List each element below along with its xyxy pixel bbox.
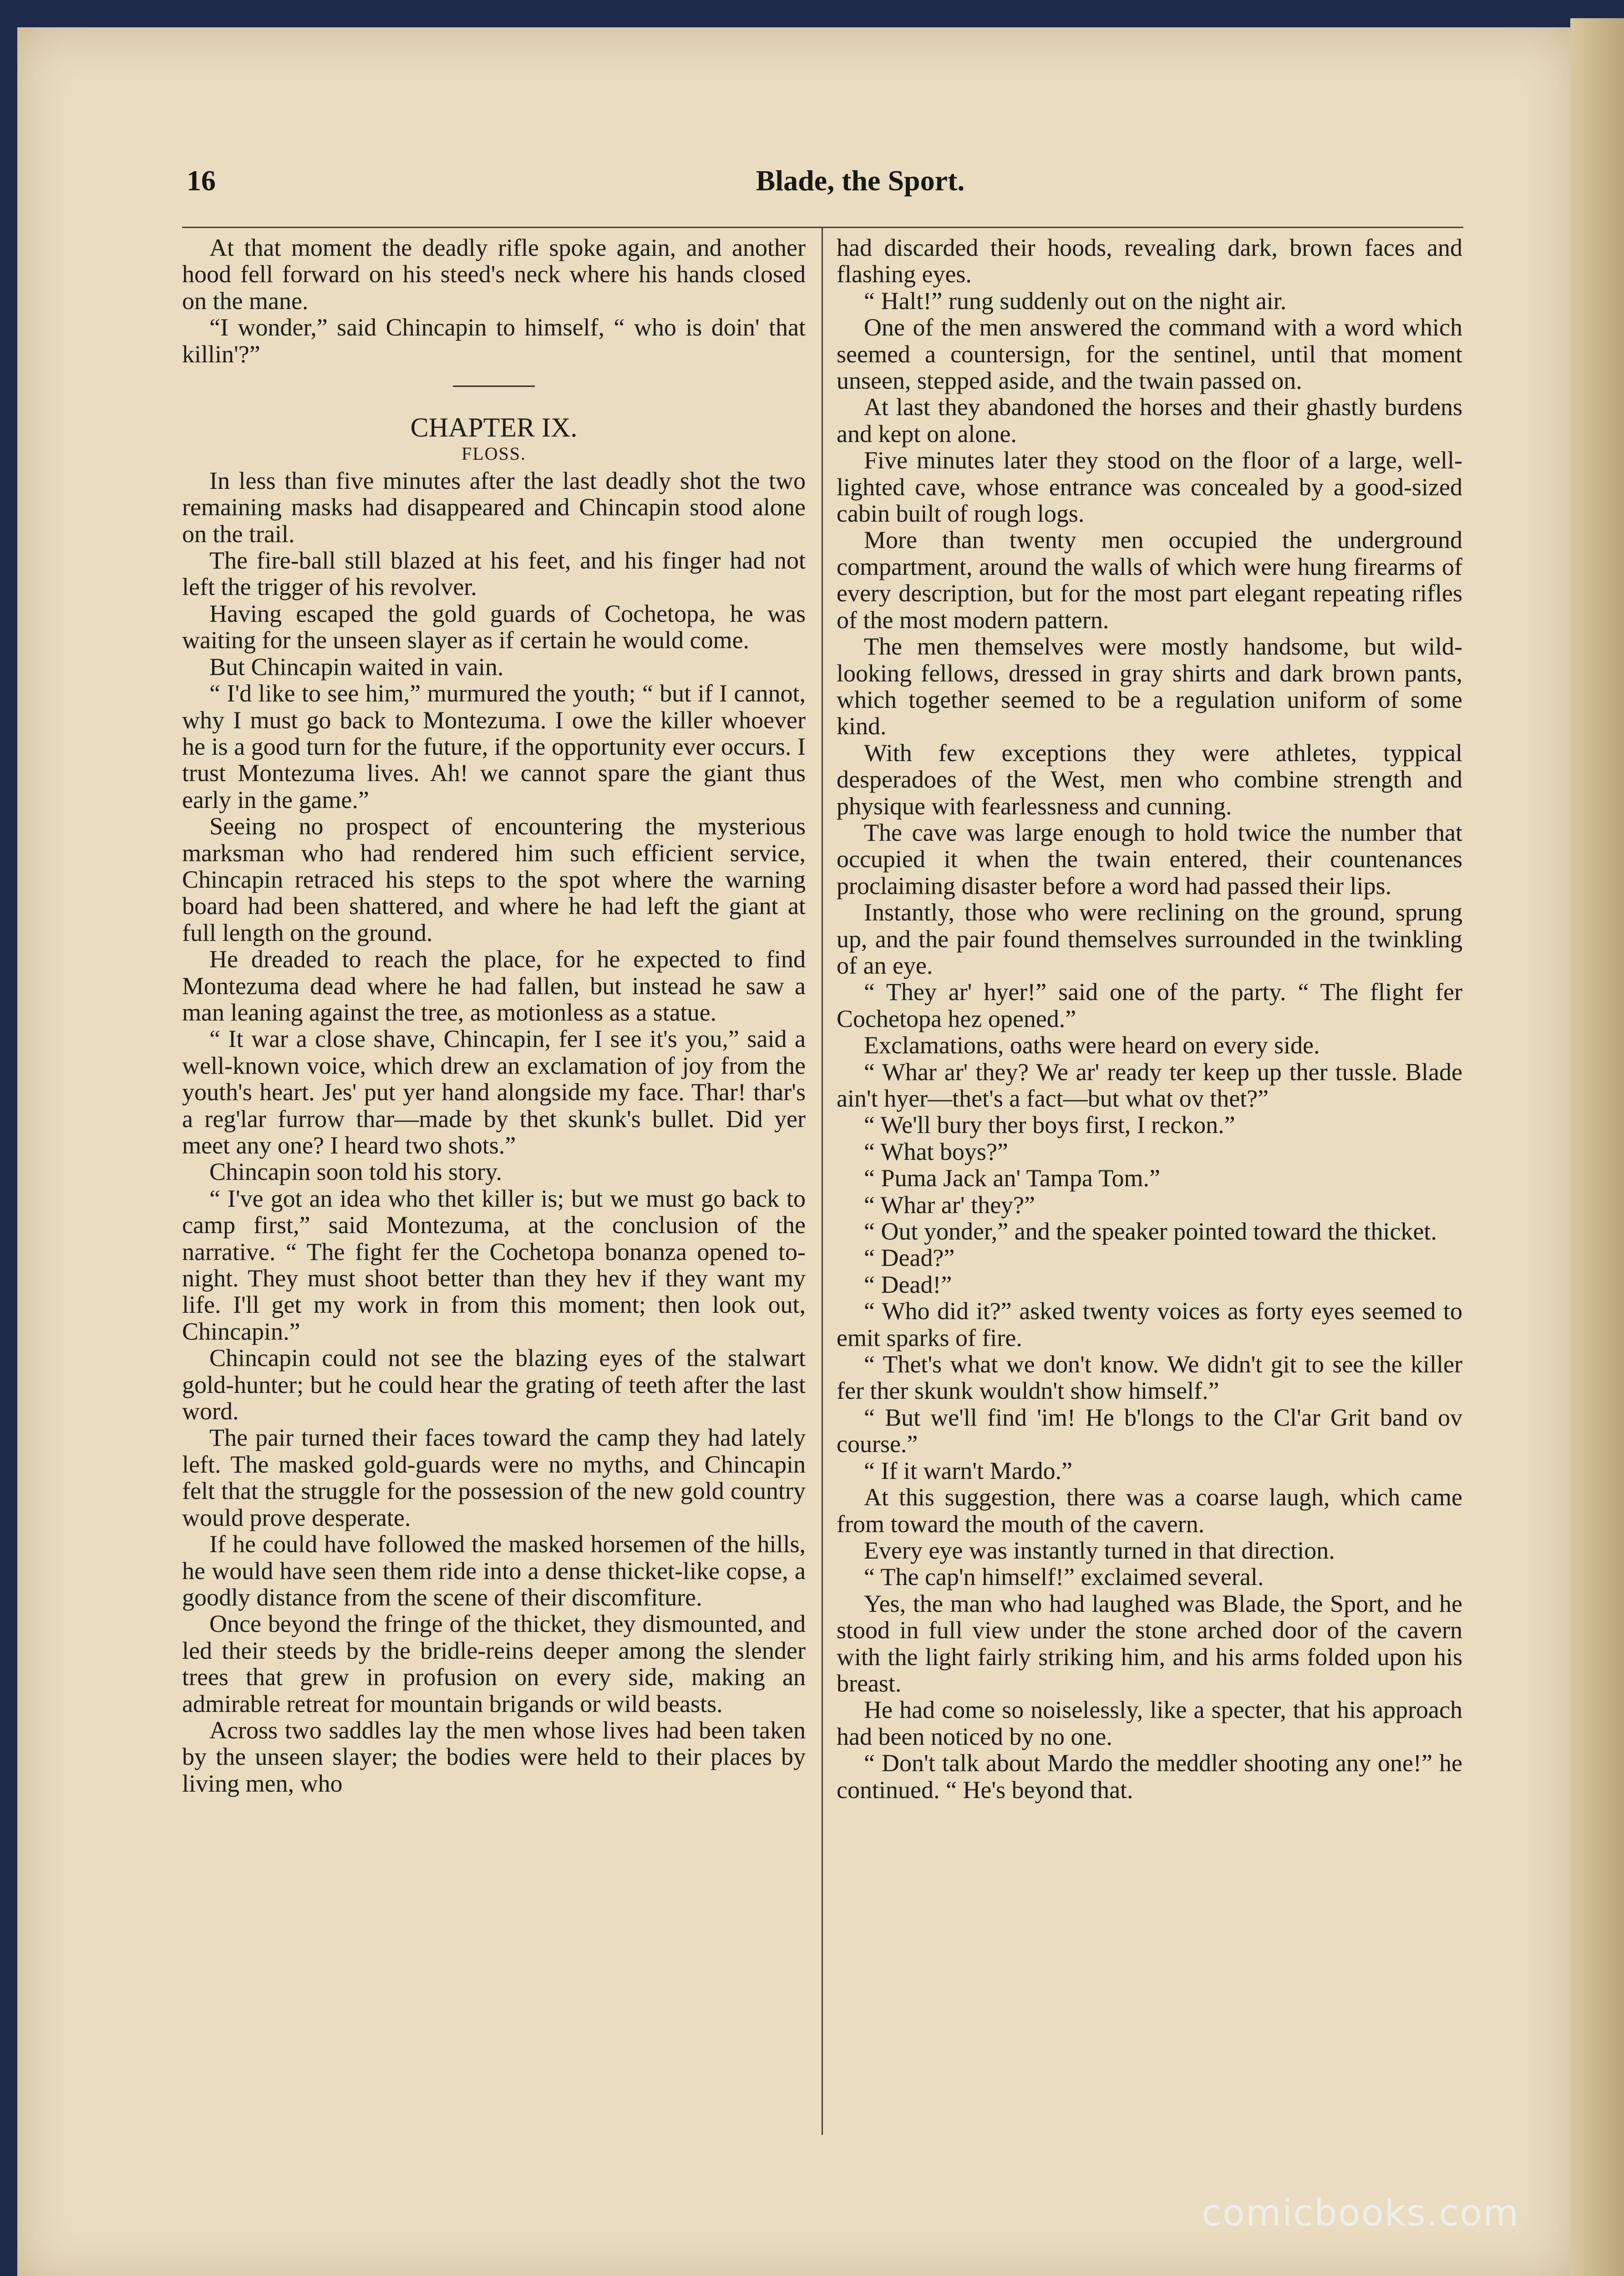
paragraph: Chincapin soon told his story. xyxy=(209,1158,502,1186)
paragraph: “ Whar ar' they?” xyxy=(864,1191,1035,1219)
column-rule xyxy=(822,228,823,2135)
paragraph: “ Thet's what we don't know. We didn't git to see the killer fer ther skunk wouldn't show himself.” xyxy=(837,1351,1462,1405)
left-column xyxy=(182,234,806,2164)
paragraph: “ What boys?” xyxy=(864,1138,1008,1165)
paragraph: The fire-ball still blazed at his feet, and his finger had not left the trigger of his revolver. xyxy=(182,547,806,601)
paragraph: “ Who did it?” asked twenty voices as forty eyes seemed to emit sparks of fire. xyxy=(837,1297,1462,1351)
paragraph: He dreaded to reach the place, for he expected to find Montezuma dead where he had fallen, but instead he saw a man leaning against the tree, as motionless as a statue. xyxy=(182,945,806,1026)
paragraph: Having escaped the gold guards of Cochetopa, he was waiting for the unseen slayer as if certain he would come. xyxy=(182,599,806,654)
paragraph: “ If it warn't Mardo.” xyxy=(864,1457,1073,1484)
paragraph: Once beyond the fringe of the thicket, they dismounted, and led their steeds by the bridle-reins deeper among the slender trees that grew in profusion on every side, making an admirable retreat for mountain brigands or wild beasts. xyxy=(182,1610,806,1717)
paragraph: “ Whar ar' they? We ar' ready ter keep up ther tussle. Blade ain't hyer—thet's a fact—but what ov thet?” xyxy=(837,1058,1462,1112)
paragraph: “ It war a close shave, Chincapin, fer I see it's you,” said a well-known voice, which drew an exclamation of joy from the youth's heart. Jes' put yer hand alongside my face. Thar! thar's a reg'lar furrow thar—made by thet skunk's bullet. Did yer meet any one? I heard two shots.” xyxy=(182,1025,806,1159)
paragraph: At last they abandoned the horses and their ghastly burdens and kept on alone. xyxy=(837,393,1462,447)
paragraph: Exclamations, oaths were heard on every side. xyxy=(864,1031,1320,1059)
paragraph: But Chincapin waited in vain. xyxy=(209,653,504,681)
paragraph: The men themselves were mostly handsome, but wild-looking fellows, dressed in gray shirts and dark brown pants, which together seemed to be a regulation uniform of some kind. xyxy=(837,633,1462,740)
left-paragraphs-before xyxy=(182,234,806,367)
paragraph: “ Out yonder,” and the speaker pointed toward the thicket. xyxy=(864,1218,1437,1245)
paragraph: At this suggestion, there was a coarse laugh, which came from toward the mouth of the cavern. xyxy=(837,1483,1462,1538)
page-edge xyxy=(1570,18,1624,2276)
paragraph: Chincapin could not see the blazing eyes of the stalwart gold-hunter; but he could hear the grating of teeth after the last word. xyxy=(182,1344,806,1425)
paragraph: had discarded their hoods, revealing dark, brown faces and flashing eyes. xyxy=(837,234,1462,288)
paragraph: With few exceptions they were athletes, typpical desperadoes of the West, men who combine strength and physique with fearlessness and cunning. xyxy=(837,739,1462,820)
paragraph: “ I've got an idea who thet killer is; but we must go back to camp first,” said Montezuma, at the conclusion of the narrative. “ The fight fer the Cochetopa bonanza opened to-night. They must shoot better than they hev if they want my life. I'll get my work in from this moment; then look out, Chincapin.” xyxy=(182,1184,806,1345)
page-number: 16 xyxy=(187,164,216,197)
right-column xyxy=(837,234,1462,2164)
paragraph: “ Dead?” xyxy=(864,1244,955,1272)
running-title: Blade, the Sport. xyxy=(756,164,965,197)
watermark: comicbooks.com xyxy=(1202,2192,1520,2234)
paragraph: He had come so noiselessly, like a specter, that his approach had been noticed by no one. xyxy=(837,1696,1462,1750)
page-header xyxy=(168,159,1488,209)
paragraph: “ Dead!” xyxy=(864,1270,952,1298)
paragraph: The cave was large enough to hold twice the number that occupied it when the twain entered, their countenances proclaiming disaster before a word had passed their lips. xyxy=(837,818,1462,899)
paragraph: Five minutes later they stood on the floor of a large, well-lighted cave, whose entrance was concealed by a good-sized cabin built of rough logs. xyxy=(837,447,1462,528)
paragraph: “ They ar' hyer!” said one of the party. “ The flight fer Cochetopa hez opened.” xyxy=(837,978,1462,1032)
paragraph: The pair turned their faces toward the camp they had lately left. The masked gold-guards were no myths, and Chincapin felt that the struggle for the possession of the new gold country would prove desperate. xyxy=(182,1424,806,1531)
paragraph: Yes, the man who had laughed was Blade, the Sport, and he stood in full view under the stone arched door of the cavern with the light fairly striking him, and his arms folded upon his breast. xyxy=(837,1590,1462,1697)
right-paragraphs xyxy=(837,234,1462,1803)
paragraph: Every eye was instantly turned in that direction. xyxy=(864,1536,1335,1564)
paragraph: “I wonder,” said Chincapin to himself, “ who is doin' that killin'?” xyxy=(182,314,806,368)
paragraph: If he could have followed the masked horsemen of the hills, he would have seen them ride into a dense thicket-like copse, a goodly distance from the scene of their discomfiture. xyxy=(182,1530,806,1611)
paragraph: At that moment the deadly rifle spoke again, and another hood fell forward on his steed's neck where his hands closed on the mane. xyxy=(182,234,806,315)
paragraph: “ Puma Jack an' Tampa Tom.” xyxy=(864,1164,1161,1192)
paragraph: One of the men answered the command with a word which seemed a countersign, for the sentinel, until that moment unseen, stepped aside, and the twain passed on. xyxy=(837,314,1462,395)
paragraph: More than twenty men occupied the underground compartment, around the walls of which were hung firearms of every description, but for the most part elegant repeating rifles of the most modern pattern. xyxy=(837,526,1462,634)
section-separator xyxy=(453,386,535,387)
chapter-title: CHAPTER IX. xyxy=(410,412,578,443)
paragraph: Seeing no prospect of encountering the mysterious marksman who had rendered him such efficient service, Chincapin retraced his steps to the spot where the warning board had been shattered, and where he had left the giant at full length on the ground. xyxy=(182,813,806,946)
paragraph: “ I'd like to see him,” murmured the youth; “ but if I cannot, why I must go back to Montezuma. I owe the killer whoever he is a good turn for the future, if the opportunity ever occurs. I trust Montezuma lives. Ah! we cannot spare the giant thus early in the game.” xyxy=(182,680,806,813)
paragraph: “ We'll bury ther boys first, I reckon.” xyxy=(864,1111,1235,1139)
paragraph: Across two saddles lay the men whose lives had been taken by the unseen slayer; the bodies were held to their places by living men, who xyxy=(182,1716,806,1797)
paragraph: “ Halt!” rung suddenly out on the night air. xyxy=(864,287,1287,315)
paragraph: In less than five minutes after the last deadly shot the two remaining masks had disappeared and Chincapin stood alone on the trail. xyxy=(182,467,806,548)
paragraph: Instantly, those who were reclining on the ground, sprung up, and the pair found themselves surrounded in the twinkling of an eye. xyxy=(837,899,1462,979)
paragraph: “ But we'll find 'im! He b'longs to the Cl'ar Grit band ov course.” xyxy=(837,1403,1462,1458)
paragraph: “ The cap'n himself!” exclaimed several. xyxy=(864,1563,1264,1591)
chapter-subtitle: FLOSS. xyxy=(461,443,527,464)
left-paragraphs-after xyxy=(182,467,806,1797)
paragraph: “ Don't talk about Mardo the meddler shooting any one!” he continued. “ He's beyond that. xyxy=(837,1749,1462,1804)
